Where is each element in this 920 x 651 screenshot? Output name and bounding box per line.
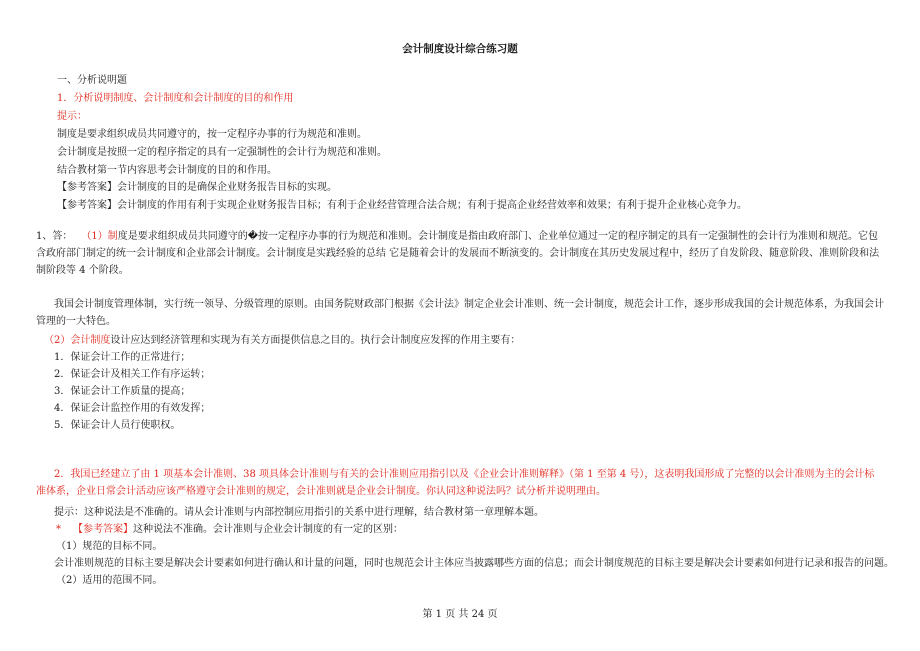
- sub-text: 会计准则规范的目标主要是解决会计要素如何进行确认和计量的问题，同时也规范会计主体应当披露哪些方面的信息；而会计制度规范的目标主要是解决会计要素如何进行记录和报告的问题。: [54, 558, 894, 569]
- hint-label: 提示：: [57, 111, 87, 122]
- answer-number: （1）制: [86, 231, 118, 242]
- sub-heading: （1）规范的目标不同。: [56, 541, 163, 552]
- hint-line: 制度是要求组织成员共同遵守的，按一定程序办事的行为规范和准则。: [57, 129, 367, 140]
- list-item: 3．保证会计工作质量的提高；: [54, 386, 191, 397]
- reference-answer: 【参考答案】会计制度的作用有利于实现企业财务报告目标；有利于企业经营管理合法合规；有利于提高企业经营效率和效果；有利于提升企业核心竞争力。: [57, 200, 747, 211]
- star-marker: *: [56, 524, 61, 535]
- list-item: 4．保证会计监控作用的有效发挥；: [54, 403, 211, 414]
- reference-answer-text: 这种说法不准确。会计准则与企业会计制度的有一定的区别：: [133, 524, 403, 535]
- question-1: 1．分析说明制度、会计制度和会计制度的目的和作用: [57, 93, 294, 104]
- reference-answer-line: [56, 523, 403, 536]
- part-2-label: （2）会计制度: [44, 335, 111, 346]
- hint-line: 结合教材第一节内容思考会计制度的目的和作用。: [57, 165, 277, 176]
- part-2-line: [44, 334, 520, 347]
- reference-answer: 【参考答案】会计制度的目的是确保企业财务报告目标的实现。: [57, 182, 337, 193]
- management-paragraph: 我国会计制度管理体制，实行统一领导、分级管理的原则。由国务院财政部门根据《会计法》制定企业会计准则、统一会计制度，规范会计工作，逐步形成我国的会计规范体系，为我国会计管理的一大特色。: [36, 299, 884, 327]
- list-item: 1．保证会计工作的正常进行；: [54, 352, 191, 363]
- hint-line: 会计制度是按照一定的程序指定的具有一定强制性的会计行为规范和准则。: [57, 147, 387, 158]
- reference-answer-label: 【参考答案】: [73, 524, 133, 535]
- section-heading: 一、分析说明题: [57, 75, 127, 86]
- answer-prefix: 1、答：: [36, 231, 73, 242]
- sub-heading: （2）适用的范围不同。: [56, 575, 163, 586]
- question-2-hint: 提示：这种说法是不准确的。请从会计准则与内部控制应用指引的关系中进行理解，结合教材第一章理解本题。: [54, 507, 544, 518]
- answer-text: 度是要求组织成员共同遵守的�按一定程序办事的行为规范和准则。会计制度是指由政府部门、企业单位通过一定的程序制定的具有一定强制性的会计行为准则和规范。它包含政府部门制定的统一会计制度和企业部会计制度。会计制度是实践经验的总结 它是随着会计的发展而不断演变的。会计制度在其历史发展过程中，经历了自发阶段、随意阶段、准则阶段和法制阶段等 4 个阶段。: [36, 231, 880, 276]
- list-item: 2．保证会计及相关工作有序运转；: [54, 369, 211, 380]
- page-footer: 第 1 页 共 24 页: [422, 609, 498, 620]
- page-title: 会计制度设计综合练习题: [402, 43, 518, 55]
- list-item: 5．保证会计人员行使职权。: [54, 420, 181, 431]
- part-2-text: 设计应达到经济管理和实现为有关方面提供信息之目的。执行会计制度应发挥的作用主要有：: [110, 335, 521, 346]
- question-2: 2．我国已经建立了由 1 项基本会计准则、38 项具体会计准则与有关的会计准则应用指引以及《企业会计准则解释》（第 1 至第 4 号），这表明我国形成了完整的以会计准则为主的会计标准体系，企业日常会计活动应该严格遵守会计准则的规定，会计准则就是企业会计制度。你认同这种说法吗？试分析并说明理由。: [36, 469, 875, 497]
- answer-paragraph: [36, 228, 884, 279]
